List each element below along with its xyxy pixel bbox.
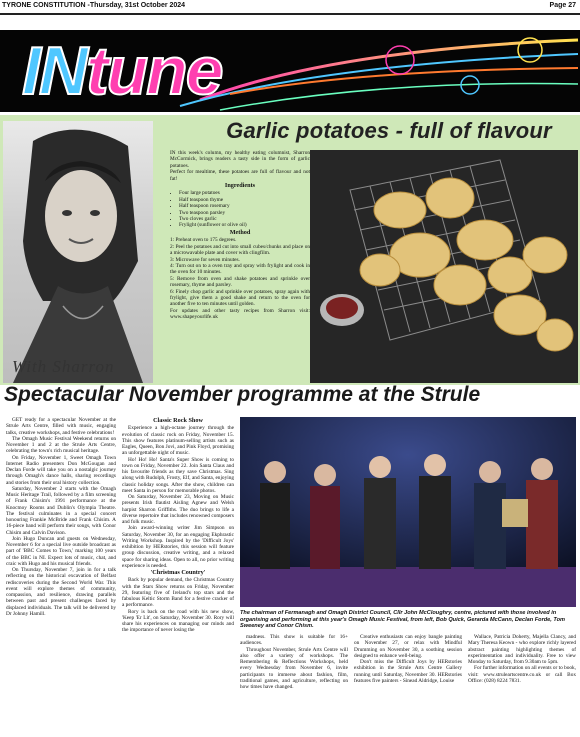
author-portrait-photo [3, 121, 153, 383]
article-paragraph: Join Hugo Duncan and guests on Wednesday, November 6 for a special live outside broadcast as part of 'BBC Comes to Town,' marking 100 years of the BBC in NI. Expect lots of music, chat, and craic with Hugo and his musical friends. [6, 535, 116, 567]
ingredient-item: • Two teaspoon parsley [179, 210, 310, 216]
recipe-intro: IN this week's column, my healthy eating columnist, Sharron McCormick, brings readers a tasty side in the form of garlic potatoes. [170, 150, 310, 169]
article-column-2 [122, 417, 234, 735]
ingredient-item: • Half teaspoon thyme [179, 197, 310, 203]
stage-illustration [240, 417, 576, 607]
article-paragraph: On Thursday, November 7, join in for a talk reflecting on the historical excavation of Belfast rediscoveries during the Second World War. This event will explore themes of community, compassion, and resilience, drawing parallels between past and present challenges faced by displaced individuals. The talk will be delivered by Dr Johnny Hamill. [6, 567, 116, 617]
recipe-text [170, 150, 310, 382]
page-number: Page 27 [549, 2, 576, 9]
strule-headline: Spectacular November programme at the Strule [4, 383, 481, 406]
article-column-5 [468, 634, 576, 734]
garlic-potatoes-photo [310, 150, 578, 383]
festival-group-photo [240, 417, 576, 607]
ingredients-list [170, 190, 310, 228]
intune-logo: INtune [22, 33, 222, 109]
method-step: 3: Microwave for seven minutes. [170, 256, 240, 263]
method-step: 2: Peel the potatoes and cut into small cubes/chunks and place on a microwavable plate and cover with clingfilm. [170, 243, 310, 257]
subheading-christmas-country: 'Christmas Country' [150, 569, 206, 576]
article-paragraph: For further information on all events or to book, visit: www.struleartscentre.co.uk or call Box Office: (028) 8224 7831. [468, 665, 576, 684]
article-paragraph: Saturday, November 2 starts with the Omagh Music Heritage Trail, followed by a film screening of Frank Chisim's 1991 performance at the Knocmoy Rooms and Dublin's Olympia Theatre. The festival culminates in a special concert honouring Frankie McBride and Frank Chisim. A 16-piece band will perform their songs, with Conor Chisim and Calvin Davison. [6, 485, 116, 536]
publication-date: TYRONE CONSTITUTION -Thursday, 31st October 2024 [2, 2, 186, 9]
article-paragraph: Experience a high-octane journey through the evolution of classic rock on Friday, November 15. This show features platinum-selling artists such as Eagles, Queen, Bon Jovi, and Pink Floyd, promising an unforgettable night of music. [122, 425, 234, 457]
method-step: 6: Finely chop garlic and sprinkle over potatoes, spray again with frylight, give them a good shake and return to the oven for another five to ten minutes until golden. [170, 288, 310, 308]
ingredient-item: • Half teaspoon rosemary [179, 203, 310, 209]
article-column-1 [6, 417, 116, 735]
page-header [0, 0, 580, 16]
method-step: 5: Remove from oven and shake potatoes and sprinkle over rosemary, thyme and parsley. [170, 275, 310, 289]
portrait-illustration [3, 121, 153, 383]
article-paragraph: Join award-winning writer Jim Simpson on Saturday, November 30, for an engaging Ekphrastic Writing Workshop. Inspired by the 'Difficult Joys' exhibition by HERstories, this session will feature group discussion, creative writing, and a relaxed space for sharing ideas. Open to all, no prior writing experience is needed. [122, 525, 234, 569]
article-paragraph: Rory is back on the road with his new show, 'Keep 'Er Lit', on Saturday, November 30. Rory will share his experiences on managing our minds and the importance of never losing the [122, 608, 234, 634]
intune-banner [0, 30, 580, 112]
article-paragraph: Throughout November, Strule Arts Centre will also offer a variety of workshops. The Remembering & Reflections Workshops, held every Wednesday from November 6, invite participants to immerse about fashion, film, traditional games, and agriculture, reflecting on how times have changed. [240, 646, 348, 690]
ingredient-item: • Two cloves garlic [179, 216, 310, 222]
article-paragraph: Wallace, Patricia Doherty, Majella Clancy, and Mary Theresa Keown - who explore richly layered abstract painting highlighting themes of experimentation and individuality. Free to view Monday to Saturday, from 9.30am to 5pm. [468, 634, 576, 665]
article-paragraph: On Saturday, November 23, Moving on Music presents Irish flautist Aisling Agnew and Welsh harpist Sharron Griffiths. The duo brings to life a diverse repertoire that includes renowned composers and folk music. [122, 494, 234, 525]
method-step: 1: Preheat oven to 175 degrees. [170, 237, 237, 244]
article-paragraph: Back by popular demand, the Christmas Country with the Stars Show returns on Friday, November 29, featuring five of Ireland's top stars and the fabulous Keltic Storm Band for a festive cracker of a performance. [122, 577, 234, 609]
ingredient-item: • Four large potatoes [179, 190, 310, 196]
subheading-classic-rock: Classic Rock Show [153, 417, 203, 424]
article-paragraph: Don't miss the Difficult Joys by HERstories exhibition in the Strule Arts Centre Gallery running until Saturday, November 30. HERstories features five painters - Sinead Aldridge, Louise [354, 659, 462, 684]
article-paragraph: Creative enthusiasts can enjoy bangle painting on November 27, or relax with Mindful Drumming on November 30, a soothing session designed to enhance well-being. [354, 634, 462, 659]
potatoes-illustration [310, 150, 578, 383]
article-column-4 [354, 634, 462, 734]
header-rule [0, 13, 580, 15]
ingredient-item: • Frylight (sunflower or olive oil) [179, 222, 310, 228]
recipe-intro-2: Perfect for mealtime, these potatoes are full of flavour and not fat! [170, 169, 310, 182]
photo-caption: The chairman of Fermanagh and Omagh District Council, Cllr John McCloughry, centre, pictured with those involved in organising and performing at this year's Omagh Music Festival, from left, Bob Quick, Gerarda McCann, Declan Forde, Tom Sweeney and Conor Chism. [240, 610, 566, 629]
article-paragraph: Ho! Ho! Ho! Santa's Super Show is coming to town on Friday, November 22. Join Santa Claus and his favourite friends as they save Christmas. Sing along with Rudolph, Frosty, Elf, and Santa, enjoying classic holiday songs. After the show, children can meet Santa in person for memorable photos. [122, 456, 234, 494]
article-column-3 [240, 634, 348, 734]
author-signature: With Sharron [12, 357, 115, 376]
article-paragraph: madness. This show is suitable for 16+ audiences. [240, 634, 348, 647]
article-paragraph: The Omagh Music Festival Weekend returns on November 1 and 2 at the Strule Arts Centre, celebrating the town's rich musical heritage. [6, 435, 116, 455]
ingredients-heading: Ingredients [224, 182, 256, 190]
recipe-footer: For updates and other tasty recipes from Sharron visit: www.shapeyourlife.uk [170, 307, 310, 321]
article-paragraph: GET ready for a spectacular November at the Strule Arts Centre, filled with music, engaging talks, creative workshops, and festive celebrations! [6, 417, 116, 436]
garlic-headline: Garlic potatoes - full of flavour [226, 118, 552, 143]
article-paragraph: On Friday, November 1, Sweet Omagh Town Internet Radio presenters Don McGougan and Declan Forde will take you on a nostalgic journey through Omagh's dance halls, sharing recordings and stories from their oral history collection. [6, 454, 116, 486]
method-heading: Method [229, 228, 251, 236]
method-step: 4: Turn out on to a oven tray and spray with frylight and cook in the oven for 10 minutes. [170, 262, 310, 276]
